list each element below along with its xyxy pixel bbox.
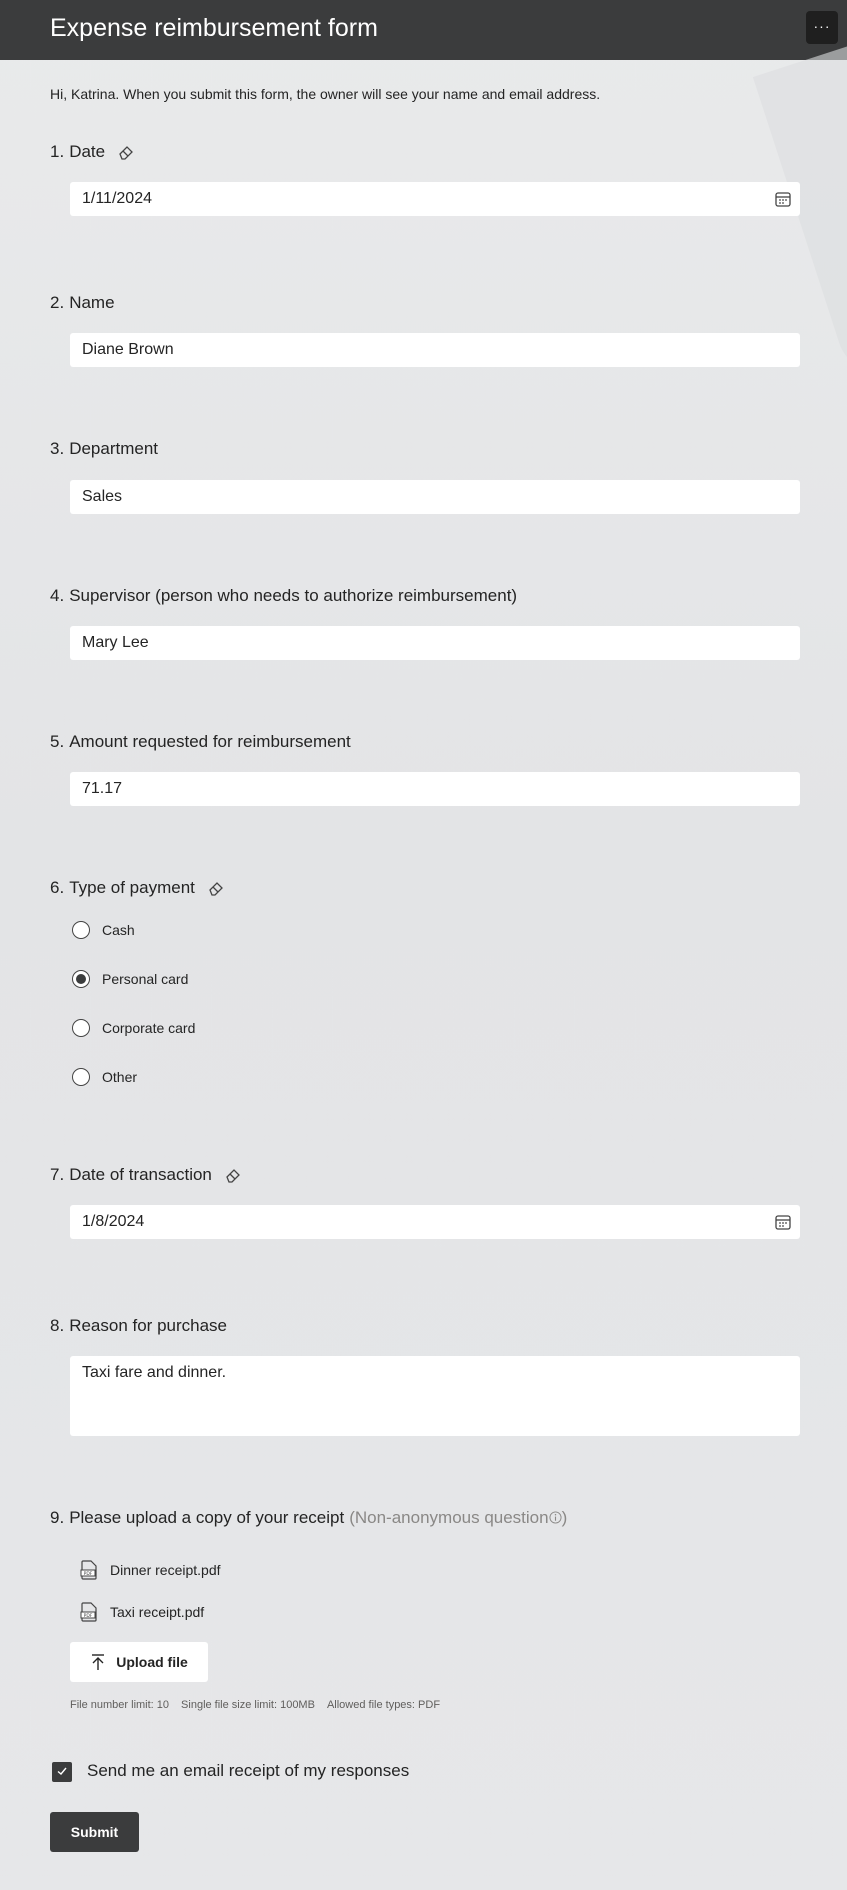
email-receipt-label[interactable]: Send me an email receipt of my responses (87, 1761, 410, 1780)
supervisor-input[interactable]: Mary Lee (70, 626, 800, 660)
radio-circle-selected[interactable] (72, 970, 90, 988)
name-input[interactable]: Diane Brown (70, 333, 800, 367)
question-5-label: 5. Amount requested for reimbursement (50, 732, 351, 751)
calendar-icon[interactable] (774, 1213, 792, 1231)
pdf-file-icon (80, 1602, 98, 1622)
uploaded-file-item[interactable]: PDF Dinner receipt.pdf (80, 1560, 221, 1580)
transaction-date-input[interactable]: 1/8/2024 (70, 1205, 800, 1239)
eraser-icon[interactable] (224, 1166, 242, 1184)
radio-other[interactable]: Other (72, 1068, 137, 1086)
info-icon[interactable] (549, 1511, 562, 1524)
intro-text: Hi, Katrina. When you submit this form, the owner will see your name and email address. (50, 86, 601, 102)
file-limits: File number limit: 10 Single file size limit: 100MB Allowed file types: PDF (70, 1699, 441, 1711)
upload-icon (90, 1653, 106, 1671)
upload-file-button[interactable]: Upload file (70, 1642, 208, 1682)
question-3-label: 3. Department (50, 439, 159, 458)
pdf-file-icon (80, 1560, 98, 1580)
checkmark-icon (56, 1765, 68, 1777)
question-2-label: 2. Name (50, 293, 115, 312)
more-options-button[interactable]: ··· (806, 11, 838, 44)
question-6-label: 6. Type of payment (50, 878, 225, 898)
radio-circle[interactable] (72, 921, 90, 939)
radio-corporate-card[interactable]: Corporate card (72, 1019, 195, 1037)
svg-text:PDF: PDF (83, 1572, 93, 1577)
uploaded-file-item[interactable]: PDF Taxi receipt.pdf (80, 1602, 204, 1622)
question-8-label: 8. Reason for purchase (50, 1316, 228, 1335)
radio-circle[interactable] (72, 1068, 90, 1086)
radio-cash[interactable]: Cash (72, 921, 135, 939)
date-input[interactable]: 1/11/2024 (70, 182, 800, 216)
submit-button[interactable]: Submit (50, 1812, 139, 1852)
department-input[interactable]: Sales (70, 480, 800, 514)
non-anonymous-note: (Non-anonymous question ) (349, 1508, 568, 1527)
question-4-label: 4. Supervisor (person who needs to authorize reimbursement) (50, 586, 518, 605)
svg-text:PDF: PDF (83, 1614, 93, 1619)
email-receipt-checkbox[interactable] (52, 1762, 72, 1782)
question-9-label: 9. Please upload a copy of your receipt (Non-anonymous question ) (50, 1508, 568, 1527)
eraser-icon[interactable] (207, 879, 225, 897)
eraser-icon[interactable] (117, 143, 135, 161)
reason-textarea[interactable]: Taxi fare and dinner. (70, 1356, 800, 1436)
question-1-label: 1. Date (50, 142, 135, 162)
question-7-label: 7. Date of transaction (50, 1165, 242, 1185)
calendar-icon[interactable] (774, 190, 792, 208)
top-bar (0, 0, 847, 60)
radio-circle[interactable] (72, 1019, 90, 1037)
amount-input[interactable]: 71.17 (70, 772, 800, 806)
form-title: Expense reimbursement form (50, 14, 378, 42)
radio-personal-card[interactable]: Personal card (72, 970, 188, 988)
